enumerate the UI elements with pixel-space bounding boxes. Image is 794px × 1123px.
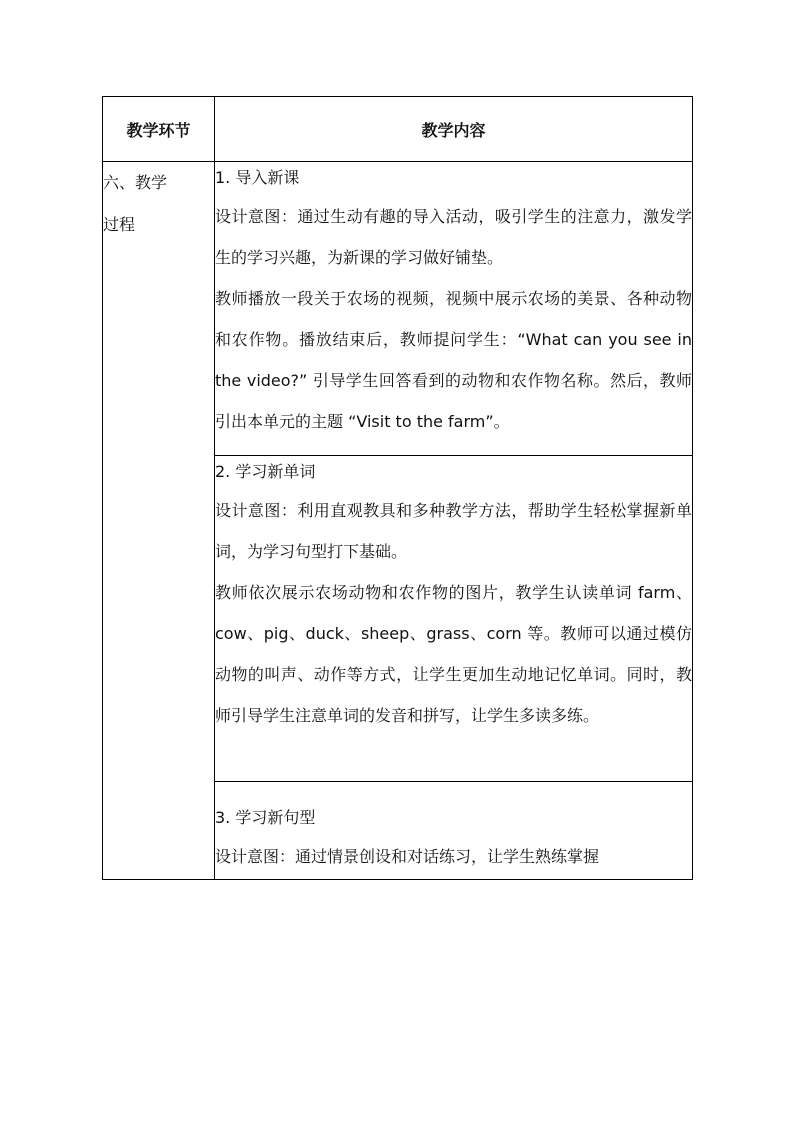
design-intent-text: 设计意图：通过情景创设和对话练习，让学生熟练掌握 [215, 847, 600, 866]
table-header-row [103, 97, 693, 162]
stage-label-line1: 六、教学 [103, 173, 168, 192]
design-intent-text: 设计意图：利用直观教具和多种教学方法，帮助学生轻松掌握新单词，为学习句型打下基础。 [215, 501, 692, 561]
activity-text: 教师依次展示农场动物和农作物的图片，教学生认读单词 farm、cow、pig、duck、sheep、grass、corn 等。教师可以通过模仿动物的叫声、动作等方式，让学生更加生动地记忆单词。同时，教师引导学生注意单词的发音和拼写，让学生多读多练。 [215, 583, 692, 725]
table-row [103, 162, 693, 456]
header-teaching-content: 教学内容 [215, 97, 693, 162]
header-teaching-stage: 教学环节 [103, 97, 215, 162]
stage-label-line2: 过程 [103, 215, 136, 234]
section-import-new-lesson [215, 162, 693, 456]
activity-text: 教师播放一段关于农场的视频，视频中展示农场的美景、各种动物和农作物。播放结束后，教师提问学生：“What can you see in the video?” 引导学生回答看到的动物和农作物名称。然后，教师引出本单元的主题 “Visit to the farm”。 [215, 289, 692, 431]
section-learn-new-sentences [215, 782, 693, 880]
design-intent-text: 设计意图：通过生动有趣的导入活动，吸引学生的注意力，激发学生的学习兴趣，为新课的学习做好铺垫。 [215, 207, 692, 267]
section-learn-new-words [215, 456, 693, 782]
section-title: 3. 学习新句型 [215, 808, 316, 827]
lesson-plan-table [102, 96, 693, 880]
section-title: 2. 学习新单词 [215, 462, 316, 481]
section-title: 1. 导入新课 [215, 168, 300, 187]
stage-cell [103, 162, 215, 880]
